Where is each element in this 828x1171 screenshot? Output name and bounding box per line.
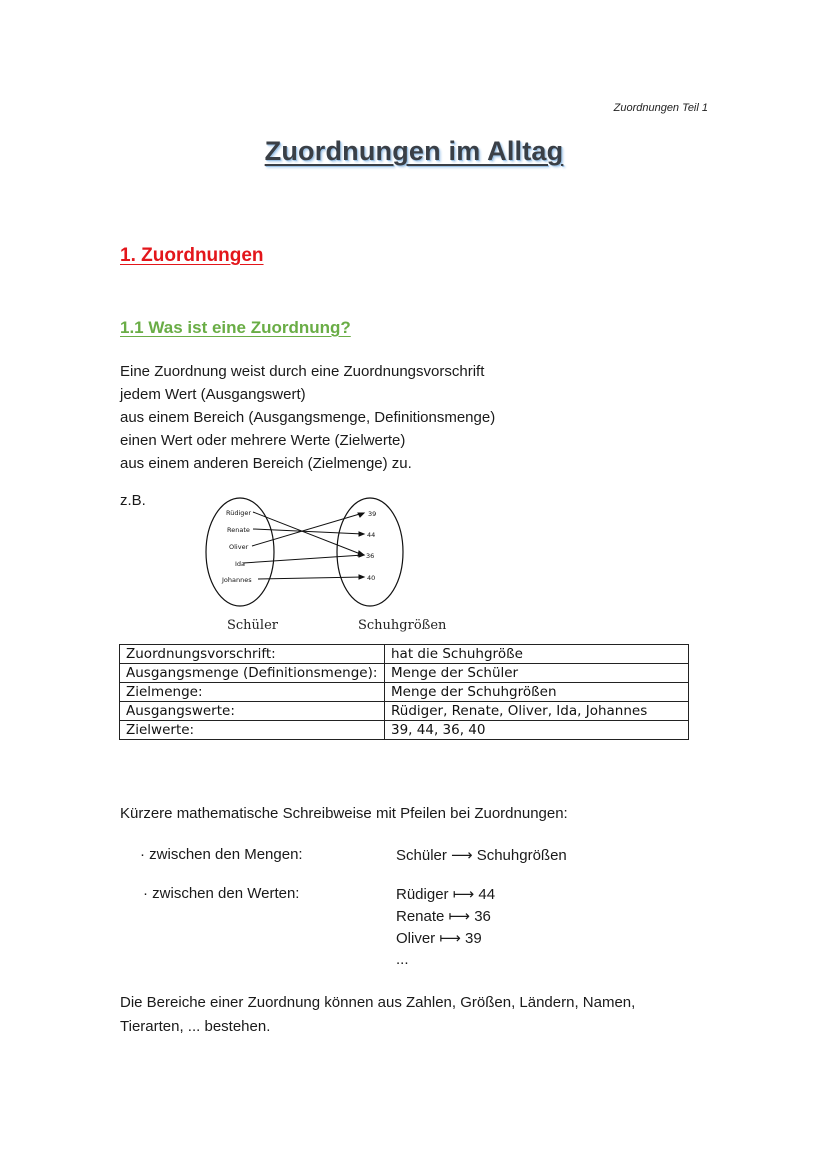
intro-line: aus einem Bereich (Ausgangsmenge, Definitionsmenge) <box>120 409 496 426</box>
intro-line: einen Wert oder mehrere Werte (Zielwerte) <box>120 432 406 449</box>
size-label: 44 <box>367 531 376 539</box>
table-cell-term: Zielmenge: <box>120 683 385 702</box>
intro-paragraph <box>120 360 495 475</box>
value-example: Rüdiger ⟼ 44 <box>396 886 496 903</box>
definition-table <box>119 644 689 740</box>
student-label: Renate <box>227 526 250 534</box>
student-label: Ida <box>235 560 246 568</box>
value-example: Renate ⟼ 36 <box>396 908 491 925</box>
header-note: Zuordnungen Teil 1 <box>613 102 708 114</box>
value-example-ellipsis: ... <box>396 951 409 968</box>
student-label: Rüdiger <box>226 509 252 517</box>
table-cell-value: Menge der Schüler <box>385 664 689 683</box>
outro-paragraph <box>120 991 635 1039</box>
intro-line: aus einem anderen Bereich (Zielmenge) zu. <box>120 455 412 472</box>
table-row <box>120 721 689 740</box>
table-cell-term: Ausgangsmenge (Definitionsmenge): <box>120 664 385 683</box>
table-row <box>120 702 689 721</box>
table-cell-term: Zielwerte: <box>120 721 385 740</box>
between-sets-value: Schüler ⟶ Schuhgrößen <box>396 847 567 864</box>
mapping-arrow <box>243 555 363 563</box>
mapping-diagram <box>195 493 435 613</box>
table-cell-value: Menge der Schuhgrößen <box>385 683 689 702</box>
table-row <box>120 683 689 702</box>
subsection-heading: 1.1 Was ist eine Zuordnung? <box>120 318 351 337</box>
table-row <box>120 645 689 664</box>
document-title: Zuordnungen im Alltag <box>264 136 564 166</box>
between-sets-label: · zwischen den Mengen: <box>140 846 303 863</box>
intro-line: jedem Wert (Ausgangswert) <box>120 386 306 403</box>
notation-intro: Kürzere mathematische Schreibweise mit Pfeilen bei Zuordnungen: <box>120 805 568 822</box>
sizes-set-label: Schuhgrößen <box>358 618 447 633</box>
value-example: Oliver ⟼ 39 <box>396 930 482 947</box>
table-cell-term: Zuordnungsvorschrift: <box>120 645 385 664</box>
student-label: Johannes <box>222 576 252 584</box>
intro-line: Eine Zuordnung weist durch eine Zuordnungsvorschrift <box>120 363 485 380</box>
table-cell-value: hat die Schuhgröße <box>385 645 689 664</box>
student-label: Oliver <box>229 543 249 551</box>
arrowhead <box>358 513 364 517</box>
example-label: z.B. <box>120 492 146 509</box>
table-cell-value: Rüdiger, Renate, Oliver, Ida, Johannes <box>385 702 689 721</box>
mapping-arrow <box>258 577 363 579</box>
arrowhead <box>359 532 364 536</box>
arrowhead <box>359 553 364 557</box>
outro-line: Die Bereiche einer Zuordnung können aus Zahlen, Größen, Ländern, Namen, <box>120 994 636 1011</box>
table-cell-term: Ausgangswerte: <box>120 702 385 721</box>
size-label: 40 <box>367 574 376 582</box>
table-cell-value: 39, 44, 36, 40 <box>385 721 689 740</box>
outro-line: Tierarten, ... bestehen. <box>120 1018 271 1035</box>
students-set-label: Schüler <box>227 618 278 633</box>
between-values-label: · zwischen den Werten: <box>143 885 300 902</box>
size-label: 39 <box>368 510 377 518</box>
table-row <box>120 664 689 683</box>
size-label: 36 <box>366 552 375 560</box>
section-heading: 1. Zuordnungen <box>120 245 264 266</box>
arrowhead <box>359 575 364 579</box>
